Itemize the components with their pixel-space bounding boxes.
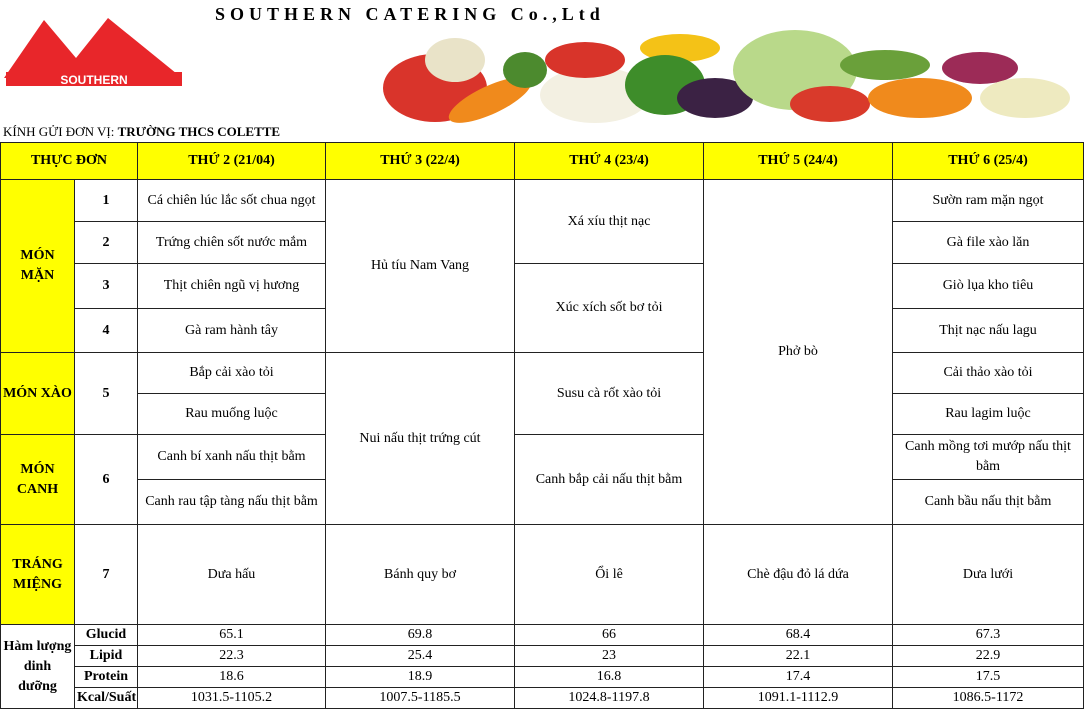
nutrition-value: 17.4 [704,667,893,688]
dish-fri-1: Sườn ram mặn ngọt [893,180,1084,222]
nutrition-value: 25.4 [326,646,515,667]
nutrition-value: 16.8 [515,667,704,688]
nutrition-value: 69.8 [326,625,515,646]
nutrition-row [1,646,1084,667]
nutrition-value: 1086.5-1172 [893,688,1084,709]
menu-header-row [1,143,1084,180]
nutrition-key: Kcal/Suất [75,688,138,709]
logo-text: SOUTHERN [60,73,128,87]
nutrition-value: 22.9 [893,646,1084,667]
category-trang-mieng: TRÁNG MIỆNG [1,525,75,625]
category-mon-man: MÓN MẶN [1,180,75,353]
table-row [1,435,1084,480]
row-number: 2 [75,222,138,264]
row-number: 7 [75,525,138,625]
menu-corner-label: THỰC ĐƠN [1,143,138,180]
dish-fri-3: Giò lụa kho tiêu [893,264,1084,309]
dish-fri-4: Thịt nạc nấu lagu [893,309,1084,353]
header [0,0,1085,124]
dessert-tue: Bánh quy bơ [326,525,515,625]
nutrition-value: 68.4 [704,625,893,646]
dish-thu-main: Phở bò [704,180,893,525]
nutrition-value: 18.6 [138,667,326,688]
row-number: 6 [75,435,138,525]
dish-mon-4: Gà ram hành tây [138,309,326,353]
dish-wed-man-a: Xá xíu thịt nạc [515,180,704,264]
dish-mon-1: Cá chiên lúc lắc sốt chua ngọt [138,180,326,222]
dish-mon-5a: Bắp cải xào tỏi [138,353,326,394]
nutrition-value: 1091.1-1112.9 [704,688,893,709]
table-row [1,525,1084,625]
nutrition-value: 18.9 [326,667,515,688]
table-row [1,180,1084,222]
dish-mon-2: Trứng chiên sốt nước mắm [138,222,326,264]
menu-table [0,142,1084,709]
nutrition-row [1,667,1084,688]
dish-fri-6a: Canh mồng tơi mướp nấu thịt bằm [893,435,1084,480]
dessert-thu: Chè đậu đỏ lá dứa [704,525,893,625]
recipient-line [3,124,280,140]
dish-fri-2: Gà file xào lăn [893,222,1084,264]
day-header-fri: THỨ 6 (25/4) [893,143,1084,180]
row-number: 3 [75,264,138,309]
dish-mon-5b: Rau muống luộc [138,394,326,435]
recipient-prefix: KÍNH GỬI ĐƠN VỊ: [3,124,115,139]
dish-wed-man-b: Xúc xích sốt bơ tỏi [515,264,704,353]
nutrition-value: 1007.5-1185.5 [326,688,515,709]
nutrition-value: 1031.5-1105.2 [138,688,326,709]
day-header-thu: THỨ 5 (24/4) [704,143,893,180]
day-header-wed: THỨ 4 (23/4) [515,143,704,180]
dish-mon-6b: Canh rau tập tàng nấu thịt bằm [138,480,326,525]
nutrition-value: 23 [515,646,704,667]
dish-tue-xao-canh: Nui nấu thịt trứng cút [326,353,515,525]
company-name: SOUTHERN CATERING Co.,Ltd [215,4,605,24]
table-row [1,353,1084,394]
dessert-fri: Dưa lưới [893,525,1084,625]
nutrition-key: Glucid [75,625,138,646]
nutrition-key: Lipid [75,646,138,667]
nutrition-value: 67.3 [893,625,1084,646]
nutrition-value: 1024.8-1197.8 [515,688,704,709]
category-mon-canh: MÓN CANH [1,435,75,525]
day-header-tue: THỨ 3 (22/4) [326,143,515,180]
table-row [1,264,1084,309]
dish-fri-5b: Rau lagim luộc [893,394,1084,435]
southern-logo [4,14,184,88]
dish-wed-canh: Canh bắp cải nấu thịt bằm [515,435,704,525]
dish-tue-man: Hủ tíu Nam Vang [326,180,515,353]
nutrition-value: 22.3 [138,646,326,667]
vegetables-image [375,30,1075,124]
day-header-mon: THỨ 2 (21/04) [138,143,326,180]
dessert-mon: Dưa hấu [138,525,326,625]
nutrition-value: 22.1 [704,646,893,667]
category-mon-xao: MÓN XÀO [1,353,75,435]
row-number: 1 [75,180,138,222]
nutrition-key: Protein [75,667,138,688]
nutrition-row [1,625,1084,646]
dish-mon-6a: Canh bí xanh nấu thịt bằm [138,435,326,480]
nutrition-value: 66 [515,625,704,646]
nutrition-value: 17.5 [893,667,1084,688]
row-number: 5 [75,353,138,435]
row-number: 4 [75,309,138,353]
nutrition-label: Hàm lượng dinh dưỡng [1,625,75,709]
nutrition-value: 65.1 [138,625,326,646]
recipient-school: TRƯỜNG THCS COLETTE [117,124,281,139]
dish-wed-xao: Susu cà rốt xào tỏi [515,353,704,435]
dessert-wed: Ổi lê [515,525,704,625]
dish-mon-3: Thịt chiên ngũ vị hương [138,264,326,309]
dish-fri-6b: Canh bầu nấu thịt bằm [893,480,1084,525]
dish-fri-5a: Cải thảo xào tỏi [893,353,1084,394]
